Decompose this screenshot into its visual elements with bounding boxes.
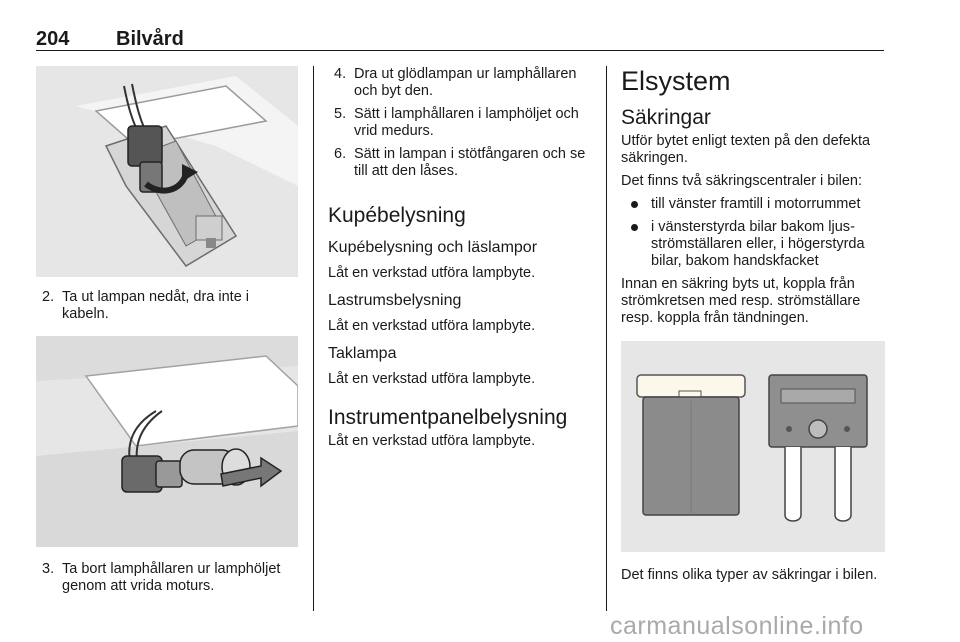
- text-instrumentpanelbelysning: Låt en verkstad utföra lampbyte.: [328, 433, 536, 449]
- list-item: [621, 219, 885, 270]
- step-text: Ta ut lampan nedåt, dra inte i kabeln.: [62, 289, 250, 322]
- bullet-icon: [631, 201, 638, 208]
- text-lastrumsbelysning: Låt en verkstad utföra lampbyte.: [328, 318, 536, 334]
- step-text: Sätt in lampan i stötfångaren och se till att den låses.: [354, 146, 586, 179]
- step-6: [328, 146, 590, 180]
- step-number: 5.: [334, 106, 347, 122]
- figure-lamp-holder: [36, 336, 298, 547]
- step-5: [328, 106, 590, 140]
- column-divider-2: [606, 66, 607, 611]
- page-number: 204: [36, 28, 70, 50]
- column-middle: [328, 66, 590, 450]
- subheading-taklampa: Taklampa: [328, 345, 397, 362]
- step-2: [36, 289, 298, 323]
- figure-lamp-removal: [36, 66, 298, 277]
- text-intro: Utför bytet enligt texten på den defekta säkringen.: [621, 133, 871, 166]
- column-divider-1: [313, 66, 314, 611]
- list-item: [621, 196, 885, 213]
- chapter-title: Bilvård: [116, 28, 184, 50]
- subheading-lastrumsbelysning: Lastrumsbelysning: [328, 292, 462, 309]
- text-kupe-laslampor: Låt en verkstad utföra lampbyte.: [328, 265, 536, 281]
- step-number: 2.: [42, 289, 55, 305]
- fuse-center-list: [621, 196, 885, 270]
- subheading-kupe-laslampor: Kupébelysning och läslampor: [328, 239, 538, 256]
- heading-kupebelysning: Kupébelysning: [328, 204, 466, 227]
- page-header: [36, 24, 884, 54]
- step-number: 3.: [42, 561, 55, 577]
- step-text: Ta bort lamphållaren ur lamphöljet genom att vrida moturs.: [62, 561, 281, 594]
- bullet-icon: [631, 224, 638, 231]
- step-number: 4.: [334, 66, 347, 82]
- text-taklampa: Låt en verkstad utföra lampbyte.: [328, 371, 536, 387]
- step-number: 6.: [334, 146, 347, 162]
- list-item-text: i vänsterstyrda bilar bakom ljusströmställaren eller, i högerstyrda bilar, bakom handskfacket: [651, 219, 865, 269]
- column-left: [36, 66, 298, 595]
- heading-sakringar: Säkringar: [621, 106, 711, 129]
- text-before-change: Innan en säkring byts ut, koppla från strömkretsen med resp. strömställare resp. koppla från tändningen.: [621, 276, 861, 326]
- step-3: [36, 561, 298, 595]
- heading-instrumentpanelbelysning: Instrumentpanelbelysning: [328, 406, 568, 429]
- step-text: Dra ut glödlampan ur lamphållaren och byt den.: [354, 66, 577, 99]
- step-4: [328, 66, 590, 100]
- section-title-elsystem: Elsystem: [621, 66, 731, 96]
- step-text: Sätt i lamphållaren i lamphöljet och vrid medurs.: [354, 106, 579, 139]
- column-right: [621, 66, 885, 584]
- text-fuse-types: Det finns olika typer av säkringar i bilen.: [621, 567, 878, 583]
- watermark: carmanualsonline.info: [610, 612, 864, 640]
- list-item-text: till vänster framtill i motorrummet: [651, 196, 861, 212]
- text-centers-intro: Det finns två säkringscentraler i bilen:: [621, 173, 862, 189]
- header-rule: [36, 50, 884, 51]
- figure-fuse-types: [621, 341, 885, 552]
